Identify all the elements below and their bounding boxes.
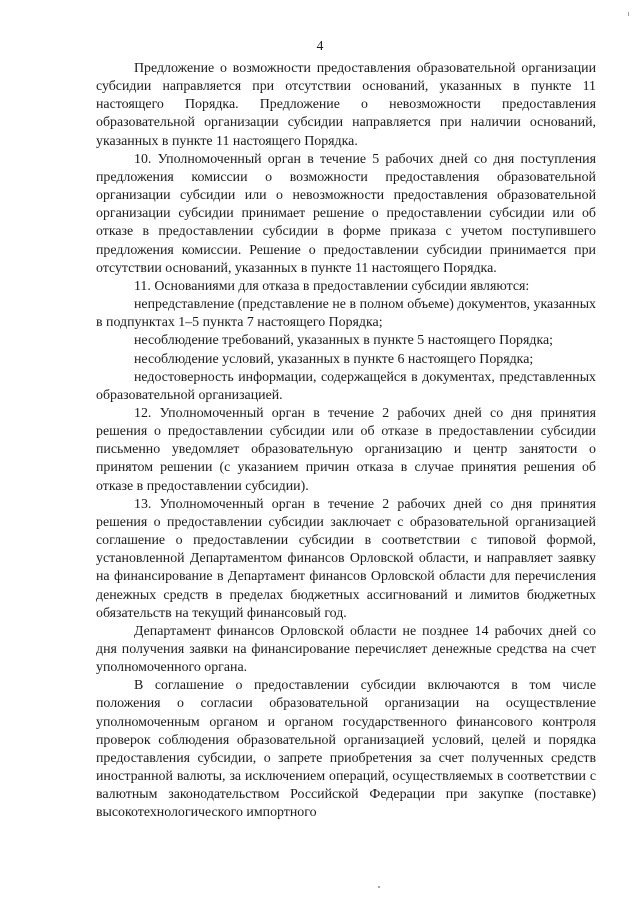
paragraph-13: 13. Уполномоченный орган в течение 2 рабочих дней со дня принятия решения о предоставлении субсидии заключает с образовательной организацией соглашение о предоставлении субсидии в соответствии с типовой формой, установленной Департаментом финансов Орловской области, и направляет заявку на финансирование в Департамент финансов Орловской области для перечисления денежных средств в пределах бюджетных ассигнований и лимитов бюджетных обязательств на текущий финансовый год. bbox=[96, 496, 596, 621]
refusal-ground-2: несоблюдение требований, указанных в пункте 5 настоящего Порядка; bbox=[134, 333, 554, 349]
refusal-ground-4: недостоверность информации, содержащейся в документах, представленных образовательной организацией. bbox=[96, 369, 596, 403]
paragraph-agreement: В соглашение о предоставлении субсидии включаются в том числе положения о согласии образовательной организации на осуществление уполномоченным органом и органом государственного финансового контроля проверок соблюдения образовательной организацией условий, целей и порядка предоставления субсидии, о запрете приобретения за счет полученных средств иностранной валюты, за исключением операций, осуществляемых в соответствии с валютным законодательством Российской Федерации при закупке (поставке) высокотехнологического импортного bbox=[96, 678, 596, 821]
refusal-ground-3: несоблюдение условий, указанных в пункте 6 настоящего Порядка; bbox=[134, 351, 534, 367]
paragraph-12: 12. Уполномоченный орган в течение 2 рабочих дней со дня принятия решения о предоставлении субсидии или об отказе в предоставлении субсидии письменно уведомляет образовательную организацию и центр занятости о принятом решении (с указанием причин отказа в случае принятия решения об отказе в предоставлении субсидии). bbox=[96, 405, 596, 494]
paragraph-finance-dept: Департамент финансов Орловской области не позднее 14 рабочих дней со дня получения заявки на финансирование перечисляет денежные средства на счет уполномоченного органа. bbox=[96, 623, 596, 676]
paragraph-10: 10. Уполномоченный орган в течение 5 рабочих дней со дня поступления предложения комиссии о возможности предоставления образовательной организации субсидии или о невозможности предоставления образовательной организации субсидии принимает решение о предоставлении субсидии или об отказе в предоставлении субсидии в форме приказа с учетом поступившего предложения комиссии. Решение о предоставлении субсидии принимается при отсутствии оснований, указанных в пункте 11 настоящего Порядка. bbox=[96, 151, 596, 276]
scan-dot bbox=[378, 886, 380, 888]
scan-speck bbox=[628, 12, 629, 16]
paragraph-11: 11. Основаниями для отказа в предоставлении субсидии являются: bbox=[134, 278, 530, 294]
refusal-ground-1: непредставление (представление не в полном объеме) документов, указанных в подпунктах 1–5 пункта 7 настоящего Порядка; bbox=[96, 297, 596, 331]
document-body bbox=[96, 60, 596, 823]
page-number: 4 bbox=[316, 38, 324, 53]
paragraph-proposal: Предложение о возможности предоставления образовательной организации субсидии направляется при отсутствии оснований, указанных в пункте 11 настоящего Порядка. Предложение о невозможности предоставления образовательной организации субсидии направляется при наличии оснований, указанных в пункте 11 настоящего Порядка. bbox=[96, 61, 596, 149]
